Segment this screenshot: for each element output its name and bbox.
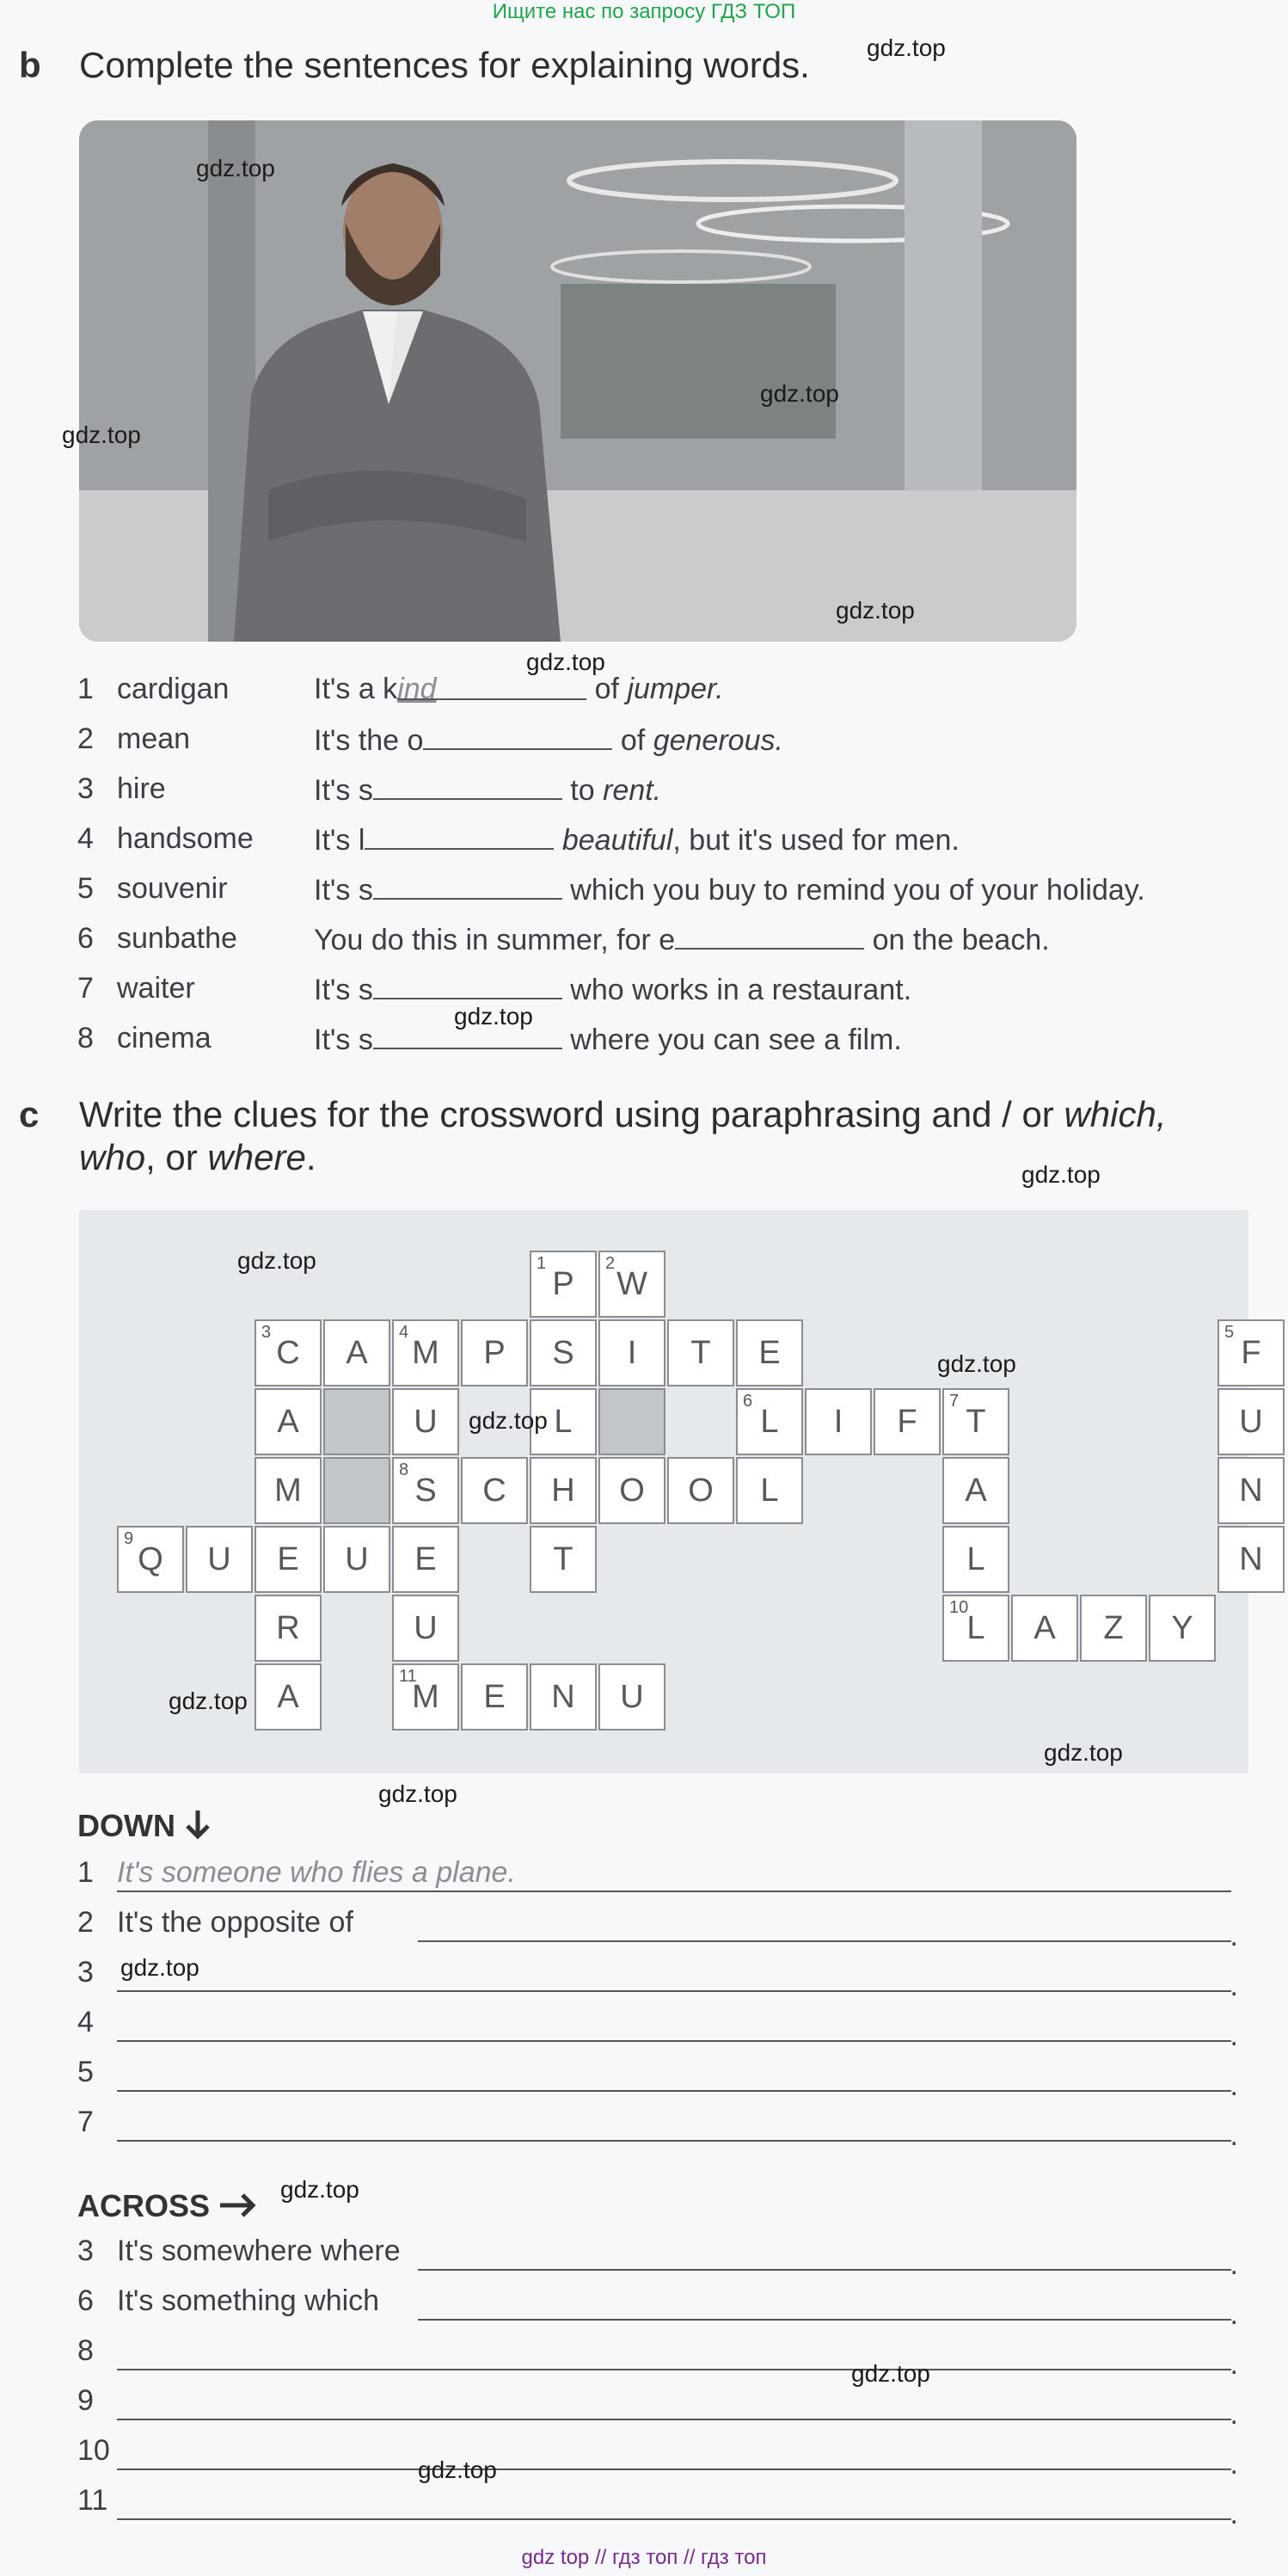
answer-line[interactable]	[117, 2040, 1231, 2042]
cell-letter: Y	[1171, 1609, 1193, 1646]
answer-blank[interactable]	[373, 772, 562, 800]
item-number: 3	[77, 772, 94, 805]
crossword-cell[interactable]	[392, 1526, 459, 1593]
crossword-cell[interactable]	[1217, 1388, 1285, 1455]
crossword-cell[interactable]	[255, 1319, 322, 1386]
cell-letter: E	[414, 1540, 437, 1577]
crossword-cell[interactable]	[323, 1319, 390, 1386]
crossword-cell[interactable]	[598, 1663, 665, 1731]
watermark: gdz.top	[836, 597, 915, 624]
crossword-cell[interactable]	[1217, 1319, 1285, 1386]
item-sentence	[314, 822, 960, 858]
clue-text: It's something which	[117, 2284, 380, 2317]
sentence-end: where you can see a film.	[561, 1024, 902, 1056]
watermark: gdz.top	[851, 2360, 930, 2387]
cell-letter: H	[551, 1472, 575, 1509]
answer-line[interactable]	[117, 1990, 1231, 1992]
item-sentence	[314, 673, 724, 706]
answer-line[interactable]	[117, 1891, 1231, 1892]
cell-letter: N	[551, 1678, 575, 1715]
section-c-or: , or	[145, 1137, 208, 1177]
watermark: gdz.top	[526, 649, 605, 675]
crossword-cell[interactable]	[392, 1595, 459, 1662]
cell-letter: Q	[138, 1540, 163, 1577]
crossword-cell[interactable]	[598, 1388, 665, 1455]
item-number: 2	[77, 722, 94, 755]
watermark: gdz.top	[1021, 1161, 1101, 1188]
cell-letter: E	[758, 1334, 781, 1371]
sentence-start: It's s	[314, 1024, 373, 1056]
crossword-cell[interactable]	[736, 1457, 803, 1524]
answer-line[interactable]	[117, 2468, 1231, 2470]
line-end-period: .	[1230, 2069, 1238, 2102]
sentence-italic: rent.	[603, 774, 662, 807]
watermark: gdz.top	[120, 1954, 199, 1981]
clue-number: 1	[537, 1254, 547, 1273]
clue-number: 2	[77, 1906, 94, 1939]
item-word: cardigan	[117, 673, 230, 705]
line-end-period: .	[1230, 2020, 1238, 2052]
cell-letter: A	[1033, 1609, 1056, 1646]
crossword-cell[interactable]	[255, 1457, 322, 1524]
sentence-italic: jumper.	[627, 673, 724, 705]
item-number: 5	[77, 872, 94, 905]
cell-letter: C	[276, 1334, 300, 1371]
clue-number: 3	[77, 1956, 94, 1989]
sentence-italic: beautiful	[561, 824, 673, 857]
crossword-cell[interactable]	[942, 1457, 1009, 1524]
crossword-cell[interactable]	[392, 1663, 459, 1731]
clue-number: 4	[399, 1323, 409, 1342]
down-clue-row	[77, 1856, 1238, 1901]
sentence-start: It's the o	[314, 724, 424, 757]
crossword-cell[interactable]	[1011, 1595, 1078, 1662]
item-number: 8	[77, 1022, 94, 1054]
clue-number: 4	[77, 2006, 94, 2038]
top-banner: Ищите нас по запросу ГДЗ ТОП	[492, 0, 796, 23]
answer-line[interactable]	[117, 2419, 1231, 2420]
crossword-cell[interactable]	[530, 1663, 597, 1731]
across-title: ACROSS	[77, 2188, 211, 2223]
crossword-cell[interactable]	[736, 1388, 803, 1455]
watermark: gdz.top	[454, 1003, 533, 1030]
item-word: cinema	[117, 1022, 212, 1054]
clue-number: 5	[77, 2056, 94, 2088]
item-word: sunbathe	[117, 922, 237, 955]
section-c-line1-text: Write the clues for the crossword using paraphrasing and / or	[79, 1094, 1064, 1134]
item-sentence	[314, 922, 1050, 957]
clue-number: 10	[949, 1598, 969, 1617]
cell-letter: I	[627, 1334, 637, 1371]
sentence-start: It's s	[314, 974, 373, 1006]
item-word: handsome	[117, 822, 254, 855]
watermark: gdz.top	[62, 421, 141, 448]
cell-letter: W	[616, 1265, 647, 1302]
item-word: hire	[117, 772, 166, 805]
across-clue-row	[77, 2284, 1238, 2329]
crossword-cell[interactable]	[1217, 1526, 1285, 1593]
watermark: gdz.top	[196, 155, 275, 181]
down-clue-row	[77, 2006, 1238, 2050]
crossword-cell[interactable]	[186, 1526, 253, 1593]
line-end-period: .	[1230, 2398, 1238, 2431]
cell-letter: L	[760, 1472, 779, 1509]
crossword-cell[interactable]	[736, 1319, 803, 1386]
answer-blank[interactable]	[373, 972, 562, 999]
item-sentence	[314, 1022, 902, 1057]
line-end-period: .	[1230, 1970, 1238, 2002]
sentence-end: who works in a restaurant.	[561, 974, 912, 1006]
line-end-period: .	[1230, 2448, 1238, 2481]
crossword-cell[interactable]	[1080, 1595, 1147, 1662]
answer-line[interactable]	[418, 2269, 1231, 2271]
crossword-cell[interactable]	[530, 1319, 597, 1386]
crossword-cell[interactable]	[323, 1526, 390, 1593]
cell-letter: L	[760, 1403, 779, 1440]
crossword-cell[interactable]	[392, 1457, 459, 1524]
crossword-cell[interactable]	[598, 1457, 665, 1524]
watermark: gdz.top	[760, 380, 839, 407]
cell-letter: U	[1239, 1403, 1263, 1440]
cell-letter: E	[483, 1678, 506, 1715]
section-c-where: where	[207, 1137, 306, 1177]
cell-letter: M	[274, 1472, 302, 1509]
clue-number: 9	[77, 2384, 94, 2417]
item-sentence	[314, 772, 661, 808]
cell-letter: U	[207, 1540, 231, 1577]
answer-line[interactable]	[117, 2090, 1231, 2092]
answer-line[interactable]	[117, 2140, 1231, 2142]
clue-number: 9	[124, 1529, 134, 1548]
crossword-cell[interactable]	[255, 1663, 322, 1731]
item-number: 6	[77, 922, 94, 955]
clue-number: 7	[77, 2106, 94, 2138]
sentence-italic: generous.	[653, 724, 783, 757]
sentence-end	[554, 824, 561, 857]
cell-letter: A	[277, 1403, 299, 1440]
man-photo	[79, 120, 1076, 642]
section-c-line1-which: which,	[1064, 1094, 1167, 1134]
sentence-tail: , but it's used for men.	[672, 824, 960, 857]
crossword-cell[interactable]	[1217, 1457, 1285, 1524]
cell-letter: T	[690, 1334, 711, 1371]
crossword-cell[interactable]	[942, 1526, 1009, 1593]
crossword-cell[interactable]	[530, 1457, 597, 1524]
item-sentence	[314, 722, 783, 758]
clue-number: 6	[77, 2284, 94, 2317]
section-c-who: who	[79, 1137, 146, 1177]
cell-letter: A	[346, 1334, 368, 1371]
line-end-period: .	[1230, 2498, 1238, 2530]
answer-line[interactable]	[117, 2518, 1231, 2520]
down-clue-row	[77, 2106, 1238, 2150]
item-word: mean	[117, 722, 191, 755]
cell-letter: N	[1239, 1540, 1263, 1577]
watermark: gdz.top	[237, 1247, 316, 1274]
across-heading	[77, 2188, 256, 2226]
photo-illustration	[79, 120, 1076, 642]
cell-letter: L	[966, 1540, 985, 1577]
crossword-cell[interactable]	[117, 1526, 184, 1593]
cell-letter: S	[414, 1472, 437, 1509]
cell-letter: U	[414, 1609, 438, 1646]
section-c-line2	[79, 1137, 316, 1178]
down-arrow-icon	[184, 1809, 212, 1847]
cell-letter: Z	[1103, 1609, 1124, 1646]
cell-letter: A	[277, 1678, 299, 1715]
cell-letter: U	[414, 1403, 438, 1440]
crossword-cell[interactable]	[392, 1388, 459, 1455]
crossword-cell[interactable]	[530, 1251, 597, 1318]
across-clue-row	[77, 2334, 1238, 2379]
sentence-end: which you buy to remind you of your holiday.	[561, 874, 1145, 907]
watermark: gdz.top	[469, 1407, 548, 1434]
crossword-cell[interactable]	[323, 1388, 390, 1455]
cell-letter: C	[482, 1472, 506, 1509]
down-heading	[77, 1808, 212, 1847]
crossword-cell[interactable]	[805, 1388, 872, 1455]
watermark: gdz.top	[169, 1688, 248, 1714]
handwritten-answer: ind	[397, 673, 437, 705]
cell-letter: R	[276, 1609, 300, 1646]
cell-letter: L	[554, 1403, 573, 1440]
cell-letter: N	[1239, 1472, 1263, 1509]
across-clue-row	[77, 2235, 1238, 2279]
across-clue-row	[77, 2434, 1238, 2479]
crossword-cell[interactable]	[255, 1388, 322, 1455]
item-number: 7	[77, 972, 94, 1005]
down-title: DOWN	[77, 1808, 175, 1843]
sentence-end: of	[612, 724, 653, 757]
crossword-cell[interactable]	[461, 1319, 528, 1386]
answer-blank[interactable]	[373, 872, 562, 900]
crossword-cell[interactable]	[598, 1251, 665, 1318]
sentence-start: It's s	[314, 774, 373, 807]
clue-number: 2	[605, 1254, 616, 1273]
crossword-cell[interactable]	[874, 1388, 941, 1455]
crossword-cell[interactable]	[461, 1457, 528, 1524]
clue-text: It's somewhere where	[117, 2235, 401, 2267]
answer-blank[interactable]	[397, 673, 586, 705]
crossword-cell[interactable]	[255, 1526, 322, 1593]
line-end-period: .	[1230, 1920, 1238, 1952]
clue-number: 10	[77, 2434, 110, 2467]
line-end-period: .	[1230, 2298, 1238, 2331]
cell-letter: A	[965, 1472, 987, 1509]
cell-letter: E	[277, 1540, 299, 1577]
section-c-line1	[79, 1094, 1167, 1135]
line-end-period: .	[1230, 2248, 1238, 2281]
cell-letter: O	[619, 1472, 645, 1509]
down-clue-row	[77, 1906, 1238, 1951]
cell-letter: F	[897, 1403, 917, 1440]
crossword-cell[interactable]	[392, 1319, 459, 1386]
clue-number: 11	[77, 2484, 108, 2517]
crossword-cell[interactable]	[461, 1663, 528, 1731]
cell-letter: M	[412, 1678, 439, 1715]
clue-number: 5	[1224, 1323, 1235, 1342]
crossword-cell[interactable]	[667, 1319, 734, 1386]
down-clue-row	[77, 1956, 1238, 2001]
crossword-cell[interactable]	[942, 1595, 1009, 1662]
item-number: 1	[77, 673, 94, 705]
item-word: waiter	[117, 972, 195, 1005]
answer-blank[interactable]	[675, 922, 864, 950]
cell-letter: U	[345, 1540, 369, 1577]
cell-letter: T	[966, 1403, 986, 1440]
cell-letter: S	[552, 1334, 574, 1371]
across-clue-row	[77, 2484, 1238, 2529]
sentence-start: It's a k	[314, 673, 398, 705]
sentence-start: It's s	[314, 874, 373, 907]
item-sentence	[314, 872, 1145, 907]
answer-line[interactable]	[418, 1940, 1231, 1942]
clue-text: It's someone who flies a plane.	[117, 1856, 516, 1889]
cell-letter: T	[553, 1540, 573, 1577]
sentence-end: of	[586, 673, 628, 705]
crossword-cell[interactable]	[942, 1388, 1009, 1455]
sentence-end: to	[561, 774, 604, 807]
clue-number: 7	[949, 1392, 960, 1411]
answer-line[interactable]	[418, 2319, 1231, 2321]
crossword-cell[interactable]	[667, 1457, 734, 1524]
across-arrow-icon	[218, 2190, 256, 2226]
cell-letter: P	[483, 1334, 506, 1371]
crossword-cell[interactable]	[323, 1457, 390, 1524]
crossword-cell[interactable]	[1149, 1595, 1216, 1662]
clue-number: 11	[399, 1667, 417, 1686]
clue-number: 3	[261, 1323, 272, 1342]
answer-blank[interactable]	[423, 722, 612, 750]
cell-letter: L	[966, 1609, 985, 1646]
watermark: gdz.top	[418, 2456, 497, 2483]
answer-line[interactable]	[117, 2369, 1231, 2370]
watermark: gdz.top	[867, 34, 946, 61]
bottom-banner: gdz top // гдз топ // гдз топ	[521, 2546, 767, 2569]
clue-number: 8	[77, 2334, 94, 2367]
line-end-period: .	[1230, 2119, 1238, 2152]
section-c-letter: c	[19, 1094, 40, 1134]
crossword-cell[interactable]	[598, 1319, 665, 1386]
cell-letter: P	[552, 1265, 574, 1302]
cell-letter: I	[833, 1403, 843, 1440]
cell-letter: F	[1241, 1334, 1261, 1371]
item-sentence	[314, 972, 911, 1007]
clue-text: It's the opposite of	[117, 1906, 353, 1939]
across-clue-row	[77, 2384, 1238, 2429]
watermark: gdz.top	[1044, 1739, 1123, 1766]
line-end-period: .	[1230, 2348, 1238, 2381]
clue-number: 8	[399, 1460, 409, 1479]
answer-blank[interactable]	[365, 822, 554, 850]
crossword-cell[interactable]	[530, 1526, 597, 1593]
sentence-start: It's l	[314, 824, 365, 857]
clue-number: 6	[743, 1392, 753, 1411]
crossword-cell[interactable]	[255, 1595, 322, 1662]
watermark: gdz.top	[378, 1780, 457, 1807]
down-clue-row	[77, 2056, 1238, 2100]
watermark: gdz.top	[280, 2176, 359, 2203]
clue-number: 3	[77, 2235, 94, 2267]
section-b-letter: b	[19, 45, 41, 85]
section-c-period: .	[305, 1137, 316, 1177]
cell-letter: M	[412, 1334, 439, 1371]
watermark: gdz.top	[937, 1350, 1016, 1377]
section-b-title: Complete the sentences for explaining words.	[79, 45, 810, 85]
clue-number: 1	[77, 1856, 94, 1889]
cell-letter: U	[620, 1678, 644, 1715]
cell-letter: O	[688, 1472, 714, 1509]
sentence-end: on the beach.	[864, 924, 1050, 956]
item-word: souvenir	[117, 872, 228, 905]
sentence-start: You do this in summer, for e	[314, 924, 676, 956]
item-number: 4	[77, 822, 94, 855]
